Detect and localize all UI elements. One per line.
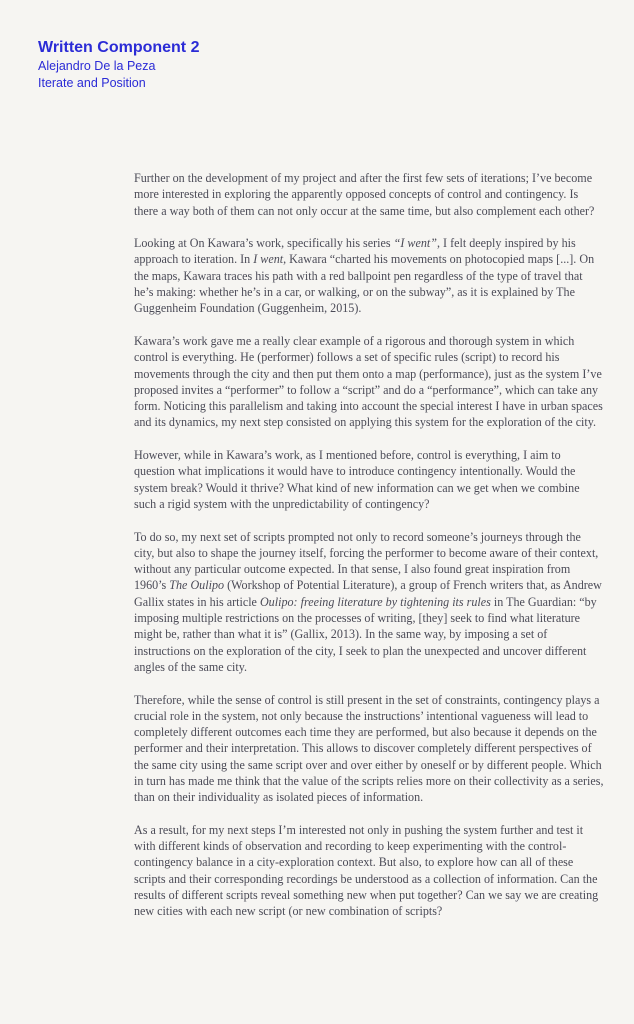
italic-text: The Oulipo [169, 578, 225, 593]
document-body [134, 170, 604, 936]
document-title: Written Component 2 [38, 39, 200, 56]
document-header [38, 38, 199, 91]
paragraph-text: Therefore, while the sense of control is still present in the set of constraints, contingency plays a crucial role in the system, not only because the instructions’ intentional vagueness will lead to completely different outcomes each time they are performed, but also because it depends on the performer and their interpretation. This allows to discover completely different perspectives of the same city using the same script over and over either by oneself or by different people. Which in turn has made me think that the value of the scripts relies more on their collectivity as a series, than on their individuality as isolated pieces of information. [134, 692, 604, 805]
italic-text: “I went” [393, 236, 437, 251]
paragraph-text: , Kawara “charted his movements on photocopied maps [...]. On the maps, Kawara traces his path with a red ballpoint pen regardless of the type of travel that he’s making: whether he’s in a car, or walking, or on the subway”, as it is explained by The Guggenheim Foundation (Guggenheim, 2015). [134, 252, 595, 316]
body-paragraph [134, 529, 604, 676]
paragraph-text: As a result, for my next steps I’m interested not only in pushing the system further and test it with different kinds of observation and recording to keep experimenting with the control-contingency balance in a city-exploration context. But also, to explore how can all of these scripts and their corresponding recordings be understood as a collection of information. Can the results of different scripts reveal something new when put together? Can we say we are creating new cities with each new script (or new combination of scripts? [134, 822, 599, 919]
document-subtitle: Iterate and Position [38, 75, 146, 90]
paragraph-text: To do so, my next set of scripts prompted not only to record someone’s journeys through the city, but also to shape the journey itself, forcing the performer to become aware of their context, without any particular outcome expected. In that sense, I also found great inspiration from 1960’s [134, 529, 599, 593]
paragraph-text: (Workshop of Potential Literature), a group of French writers that, as Andrew Gallix states in his article [134, 578, 602, 609]
body-paragraph [134, 170, 604, 219]
italic-text: Oulipo: freeing literature by tightening its rules [259, 594, 491, 609]
paragraph-text: However, while in Kawara’s work, as I mentioned before, control is everything, I aim to question what implications it would have to introduce contingency intentionally. Would the system break? Would it thrive? What kind of new information can we get when we combine such a rigid system with the unpredictability of contingency? [134, 448, 580, 511]
paragraph-text: Kawara’s work gave me a really clear example of a rigorous and thorough system in which control is everything. He (performer) follows a set of specific rules (script) to record his movements through the city and then put them onto a map (performance), just as the system I’ve proposed invites a “performer” to follow a “script” and do a “performance”, which can take any form. Noticing this parallelism and taking into account the special interest I have in urban spaces and its dynamics, my next step consisted on applying this system for the exploration of the city. [134, 333, 603, 430]
body-paragraph [134, 333, 604, 431]
body-paragraph [134, 235, 604, 316]
paragraph-text: , I felt deeply inspired by his approach to iteration. In [134, 236, 576, 267]
body-paragraph [134, 692, 604, 806]
author-name: Alejandro De la Peza [38, 59, 156, 73]
paragraph-text: in The Guardian: “by imposing multiple restrictions on the processes of writing, [they] seek to find what literature might be, rather than what it is” (Gallix, 2013). In the same way, by imposing a set of instructions on the exploration of the city, I seek to plan the unexpected and uncover different angles of the same city. [134, 594, 597, 674]
body-paragraph [134, 447, 604, 512]
body-paragraph [134, 822, 604, 920]
paragraph-text: Looking at On Kawara’s work, specifically his series [134, 236, 394, 251]
italic-text: I went [253, 252, 284, 267]
paragraph-text: Further on the development of my project and after the first few sets of iterations; I’ve become more interested in exploring the apparently opposed concepts of control and contingency. Is there a way both of them can not only occur at the same time, but also complement each other? [134, 171, 595, 218]
